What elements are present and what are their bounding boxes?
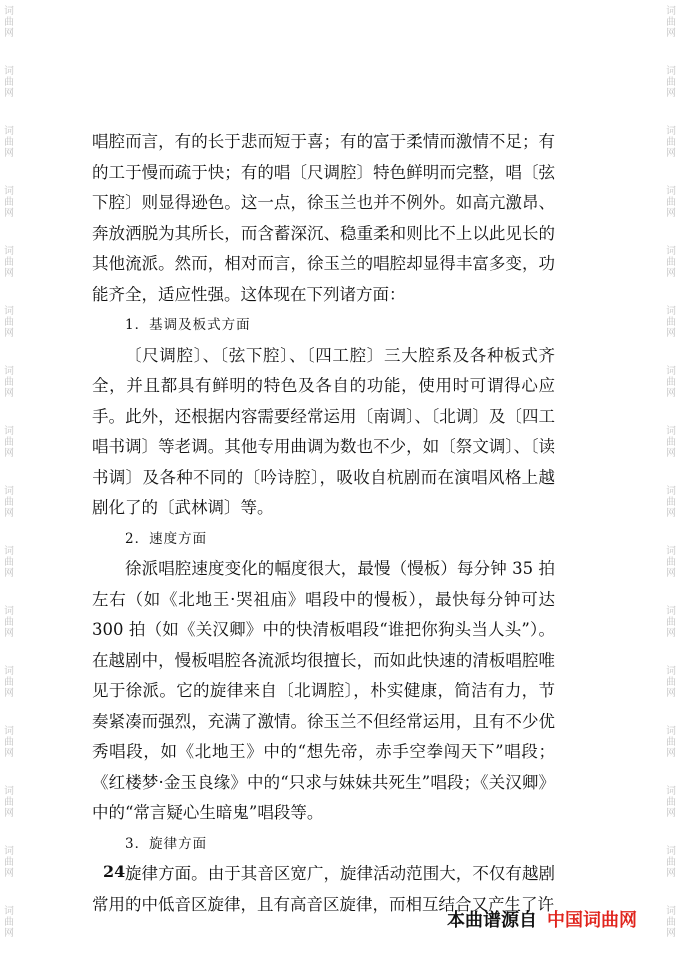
- watermark-char: 曲: [666, 17, 676, 28]
- watermark-char: 词: [4, 6, 14, 17]
- watermark-char: 词: [4, 666, 14, 677]
- right-watermark-strip: [664, 0, 678, 960]
- watermark-mark: [664, 906, 678, 939]
- watermark-char: 曲: [4, 377, 14, 388]
- watermark-char: 词: [666, 6, 676, 17]
- watermark-mark: [664, 6, 678, 39]
- watermark-char: 网: [666, 568, 676, 579]
- watermark-char: 曲: [666, 737, 676, 748]
- watermark-char: 词: [4, 726, 14, 737]
- watermark-char: 词: [4, 306, 14, 317]
- watermark-char: 词: [4, 546, 14, 557]
- watermark-char: 词: [4, 606, 14, 617]
- watermark-char: 曲: [4, 917, 14, 928]
- watermark-char: 词: [4, 846, 14, 857]
- watermark-char: 词: [666, 486, 676, 497]
- watermark-mark: [2, 846, 16, 879]
- watermark-mark: [664, 426, 678, 459]
- watermark-char: 词: [666, 606, 676, 617]
- source-footer: [447, 910, 637, 932]
- source-label: 本曲谱源自: [447, 910, 537, 931]
- watermark-char: 词: [666, 66, 676, 77]
- watermark-char: 网: [666, 28, 676, 39]
- watermark-mark: [2, 246, 16, 279]
- watermark-char: 词: [666, 906, 676, 917]
- watermark-mark: [664, 666, 678, 699]
- watermark-char: 词: [4, 186, 14, 197]
- watermark-char: 曲: [4, 857, 14, 868]
- watermark-char: 词: [666, 546, 676, 557]
- watermark-char: 曲: [4, 437, 14, 448]
- watermark-char: 网: [666, 808, 676, 819]
- paragraph-intro: 唱腔而言，有的长于悲而短于喜；有的富于柔情而激情不足；有的工于慢而疏于快；有的唱〔尺调腔〕特色鲜明而完整，唱〔弦下腔〕则显得逊色。这一点，徐玉兰也并不例外。如高亢激昂、奔放洒脱为其所长，而含蓄深沉、稳重柔和则比不上以此见长的其他流派。然而，相对而言，徐玉兰的唱腔却显得丰富多变，功能齐全，适应性强。这体现在下列诸方面：: [92, 132, 555, 304]
- watermark-char: 词: [666, 306, 676, 317]
- watermark-char: 网: [4, 388, 14, 399]
- watermark-mark: [664, 126, 678, 159]
- watermark-char: 词: [4, 366, 14, 377]
- watermark-char: 曲: [666, 917, 676, 928]
- watermark-char: 词: [4, 126, 14, 137]
- watermark-char: 网: [666, 148, 676, 159]
- watermark-char: 网: [666, 208, 676, 219]
- watermark-mark: [2, 66, 16, 99]
- watermark-char: 曲: [666, 857, 676, 868]
- watermark-char: 词: [666, 366, 676, 377]
- watermark-char: 网: [666, 328, 676, 339]
- watermark-mark: [2, 726, 16, 759]
- watermark-char: 曲: [666, 377, 676, 388]
- watermark-char: 词: [666, 666, 676, 677]
- watermark-char: 曲: [4, 737, 14, 748]
- watermark-char: 曲: [4, 797, 14, 808]
- watermark-char: 网: [4, 208, 14, 219]
- watermark-char: 词: [666, 726, 676, 737]
- watermark-char: 网: [4, 148, 14, 159]
- watermark-char: 曲: [4, 197, 14, 208]
- watermark-char: 词: [666, 426, 676, 437]
- watermark-char: 曲: [4, 677, 14, 688]
- watermark-mark: [2, 666, 16, 699]
- watermark-mark: [664, 66, 678, 99]
- watermark-char: 词: [666, 786, 676, 797]
- watermark-char: 网: [4, 808, 14, 819]
- watermark-char: 曲: [666, 137, 676, 148]
- heading-tempo: 2．速度方面: [125, 530, 208, 547]
- watermark-mark: [2, 486, 16, 519]
- watermark-char: 词: [666, 186, 676, 197]
- watermark-char: 曲: [4, 77, 14, 88]
- watermark-char: 网: [4, 448, 14, 459]
- watermark-char: 词: [4, 426, 14, 437]
- watermark-char: 词: [4, 906, 14, 917]
- watermark-char: 曲: [4, 137, 14, 148]
- watermark-char: 网: [666, 688, 676, 699]
- watermark-char: 曲: [4, 317, 14, 328]
- watermark-char: 曲: [666, 257, 676, 268]
- watermark-mark: [664, 486, 678, 519]
- watermark-char: 曲: [666, 497, 676, 508]
- watermark-char: 网: [4, 868, 14, 879]
- watermark-mark: [2, 546, 16, 579]
- watermark-mark: [664, 366, 678, 399]
- watermark-char: 曲: [4, 497, 14, 508]
- watermark-mark: [664, 246, 678, 279]
- watermark-char: 曲: [666, 77, 676, 88]
- watermark-char: 网: [666, 448, 676, 459]
- watermark-char: 曲: [4, 617, 14, 628]
- watermark-char: 网: [666, 268, 676, 279]
- watermark-mark: [664, 846, 678, 879]
- watermark-char: 曲: [666, 437, 676, 448]
- paragraph-tempo: 徐派唱腔速度变化的幅度很大，最慢（慢板）每分钟 35 拍左右（如《北地王·哭祖庙》唱段中的慢板），最快每分钟可达 300 拍（如《关汉卿》中的快清板唱段“谁把你狗头当人头”）。在越剧中，慢板唱腔各流派均很擅长，而如此快速的清板唱腔唯见于徐派。它的旋律来自〔北调腔〕，朴实健康，简洁有力，节奏紧凑而强烈，充满了激情。徐玉兰不但经常运用，且有不少优秀唱段，如《北地王》中的“想先帝，赤手空拳闯天下”唱段；《红楼梦·金玉良缘》中的“只求与妹妹共死生”唱段；《关汉卿》中的“常言疑心生暗鬼”唱段等。: [92, 559, 555, 822]
- watermark-mark: [664, 546, 678, 579]
- watermark-char: 网: [666, 868, 676, 879]
- watermark-char: 网: [666, 388, 676, 399]
- watermark-char: 网: [4, 928, 14, 939]
- watermark-char: 词: [4, 66, 14, 77]
- watermark-mark: [664, 726, 678, 759]
- watermark-char: 曲: [666, 677, 676, 688]
- watermark-char: 词: [666, 126, 676, 137]
- watermark-char: 网: [4, 748, 14, 759]
- watermark-char: 词: [666, 246, 676, 257]
- watermark-char: 网: [4, 688, 14, 699]
- watermark-char: 词: [4, 786, 14, 797]
- watermark-char: 曲: [666, 797, 676, 808]
- site-name-link[interactable]: 中国词曲网: [547, 910, 637, 931]
- watermark-char: 词: [4, 486, 14, 497]
- watermark-mark: [664, 786, 678, 819]
- watermark-char: 曲: [666, 197, 676, 208]
- body-text: [92, 127, 555, 920]
- watermark-mark: [2, 186, 16, 219]
- heading-melody: 3．旋律方面: [125, 835, 208, 852]
- paragraph-melody: 旋律方面。由于其音区宽广，旋律活动范围大，不仅有越剧常用的中低音区旋律，且有高音区旋律，而相互结合又产生了许: [92, 864, 555, 914]
- watermark-char: 曲: [666, 317, 676, 328]
- watermark-mark: [664, 306, 678, 339]
- watermark-mark: [2, 6, 16, 39]
- watermark-char: 网: [4, 568, 14, 579]
- watermark-mark: [2, 786, 16, 819]
- watermark-char: 网: [666, 748, 676, 759]
- watermark-mark: [2, 126, 16, 159]
- watermark-char: 网: [4, 328, 14, 339]
- watermark-char: 网: [4, 628, 14, 639]
- watermark-mark: [2, 906, 16, 939]
- left-watermark-strip: [2, 0, 16, 960]
- watermark-char: 网: [666, 928, 676, 939]
- watermark-char: 网: [4, 508, 14, 519]
- watermark-char: 网: [4, 28, 14, 39]
- watermark-char: 网: [666, 508, 676, 519]
- watermark-char: 曲: [4, 17, 14, 28]
- watermark-char: 曲: [4, 557, 14, 568]
- watermark-char: 网: [666, 88, 676, 99]
- paragraph-tone-and-meter: 〔尺调腔〕、〔弦下腔〕、〔四工腔〕三大腔系及各种板式齐全，并且都具有鲜明的特色及各自的功能，使用时可谓得心应手。此外，还根据内容需要经常运用〔南调〕、〔北调〕及〔四工唱书调〕等老调。其他专用曲调为数也不少，如〔祭文调〕、〔读书调〕及各种不同的〔吟诗腔〕，吸收自杭剧而在演唱风格上越剧化了的〔武林调〕等。: [92, 345, 555, 517]
- watermark-mark: [2, 426, 16, 459]
- watermark-mark: [2, 306, 16, 339]
- watermark-char: 曲: [666, 557, 676, 568]
- watermark-mark: [664, 606, 678, 639]
- heading-tone-and-meter: 1．基调及板式方面: [125, 317, 251, 333]
- watermark-mark: [664, 186, 678, 219]
- watermark-char: 曲: [4, 257, 14, 268]
- watermark-mark: [2, 606, 16, 639]
- watermark-char: 词: [4, 246, 14, 257]
- watermark-char: 网: [4, 268, 14, 279]
- watermark-char: 词: [666, 846, 676, 857]
- watermark-char: 网: [4, 88, 14, 99]
- watermark-mark: [2, 366, 16, 399]
- watermark-char: 网: [666, 628, 676, 639]
- page-number: 24: [103, 862, 126, 881]
- watermark-char: 曲: [666, 617, 676, 628]
